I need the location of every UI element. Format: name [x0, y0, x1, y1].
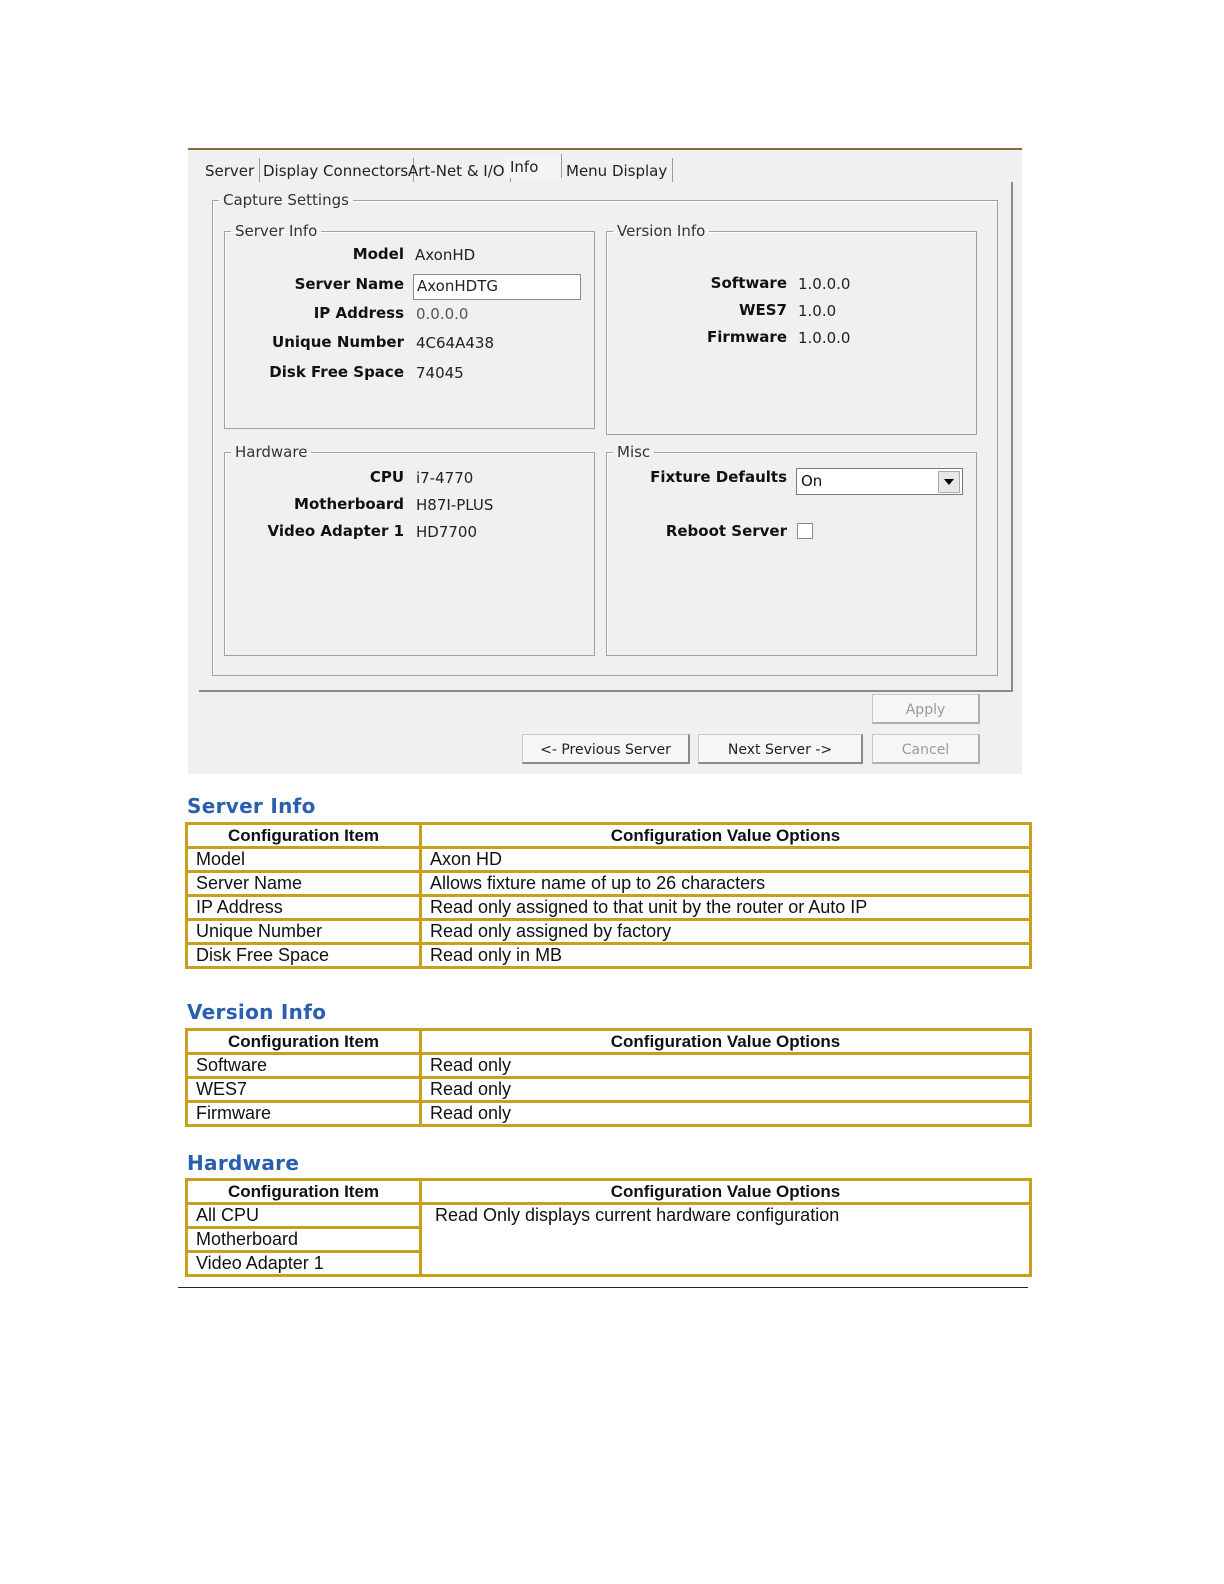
video-adapter-label: Video Adapter 1: [267, 522, 404, 540]
table-cell: All CPU: [187, 1204, 421, 1228]
tab-display-connectors[interactable]: Display Connectors: [258, 158, 414, 182]
column-header-options: Configuration Value Options: [421, 1030, 1031, 1054]
table-cell: Read Only displays current hardware configuration: [421, 1204, 1031, 1276]
table-row: [187, 1078, 1031, 1102]
tab-info[interactable]: Info: [505, 154, 562, 178]
motherboard-value: H87I-PLUS: [416, 496, 494, 514]
ip-address-value: 0.0.0.0: [416, 305, 469, 323]
table-cell: Motherboard: [187, 1228, 421, 1252]
table-cell: Read only: [421, 1102, 1031, 1126]
ip-address-label: IP Address: [313, 304, 404, 322]
fixture-defaults-select[interactable]: [796, 468, 963, 495]
table-header-row: [187, 824, 1031, 848]
table-row: [187, 944, 1031, 968]
table-cell: Read only assigned to that unit by the router or Auto IP: [421, 896, 1031, 920]
version-info-legend: Version Info: [617, 222, 706, 240]
table-cell: IP Address: [187, 896, 421, 920]
table-row: [187, 872, 1031, 896]
cpu-value: i7-4770: [416, 469, 474, 487]
unique-number-label: Unique Number: [272, 333, 404, 351]
table-cell: Read only: [421, 1078, 1031, 1102]
table-cell: Allows fixture name of up to 26 characters: [421, 872, 1031, 896]
wes7-value: 1.0.0: [798, 302, 837, 320]
disk-free-space-label: Disk Free Space: [269, 363, 404, 381]
tab-menu-display[interactable]: Menu Display: [561, 158, 673, 182]
table-cell: Read only in MB: [421, 944, 1031, 968]
column-header-options: Configuration Value Options: [421, 824, 1031, 848]
software-label: Software: [710, 274, 787, 292]
video-adapter-value: HD7700: [416, 523, 478, 541]
column-header-item: Configuration Item: [187, 1030, 421, 1054]
next-server-button[interactable]: Next Server ->: [698, 734, 863, 764]
model-value: AxonHD: [415, 246, 476, 264]
fixture-defaults-value: On: [801, 472, 823, 490]
cpu-label: CPU: [369, 468, 404, 486]
tab-art-net-io[interactable]: Art-Net & I/O: [403, 158, 511, 182]
table-row: [187, 1102, 1031, 1126]
disk-free-space-value: 74045: [416, 364, 464, 382]
reboot-server-label: Reboot Server: [665, 522, 787, 540]
apply-button[interactable]: Apply: [872, 694, 980, 724]
misc-legend: Misc: [617, 443, 651, 461]
server-info-legend: Server Info: [235, 222, 318, 240]
server-info-group: [224, 222, 595, 429]
firmware-value: 1.0.0.0: [798, 329, 851, 347]
table-cell: Read only assigned by factory: [421, 920, 1031, 944]
model-label: Model: [352, 245, 404, 263]
table-row: [187, 1204, 1031, 1228]
table-cell: Axon HD: [421, 848, 1031, 872]
version-info-group: [606, 222, 977, 435]
server-config-dialog: [188, 148, 1022, 774]
table-header-row: [187, 1030, 1031, 1054]
table-cell: Server Name: [187, 872, 421, 896]
table-cell: WES7: [187, 1078, 421, 1102]
server-info-table: [185, 822, 1032, 969]
column-header-options: Configuration Value Options: [421, 1180, 1031, 1204]
firmware-label: Firmware: [707, 328, 787, 346]
unique-number-value: 4C64A438: [416, 334, 494, 352]
table-row: [187, 920, 1031, 944]
server-info-heading: Server Info: [187, 794, 316, 818]
motherboard-label: Motherboard: [294, 495, 404, 513]
wes7-label: WES7: [738, 301, 787, 319]
reboot-server-checkbox[interactable]: [797, 523, 813, 539]
hardware-table: [185, 1178, 1032, 1277]
fixture-defaults-label: Fixture Defaults: [650, 468, 787, 486]
hardware-legend: Hardware: [235, 443, 308, 461]
server-name-label: Server Name: [294, 275, 404, 293]
column-header-item: Configuration Item: [187, 824, 421, 848]
page-rule: [178, 1287, 1028, 1288]
table-cell: Model: [187, 848, 421, 872]
table-row: [187, 1054, 1031, 1078]
server-name-input[interactable]: AxonHDTG: [413, 274, 581, 300]
table-cell: Disk Free Space: [187, 944, 421, 968]
hardware-group: [224, 443, 595, 656]
capture-settings-legend: Capture Settings: [223, 191, 349, 209]
hardware-heading: Hardware: [187, 1151, 300, 1175]
column-header-item: Configuration Item: [187, 1180, 421, 1204]
table-cell: Firmware: [187, 1102, 421, 1126]
dialog-top-border: [188, 148, 1022, 150]
table-cell: Software: [187, 1054, 421, 1078]
table-cell: Video Adapter 1: [187, 1252, 421, 1276]
table-row: [187, 848, 1031, 872]
table-row: [187, 896, 1031, 920]
tab-server[interactable]: Server: [200, 158, 260, 182]
previous-server-button[interactable]: <- Previous Server: [522, 734, 690, 764]
version-info-heading: Version Info: [187, 1000, 327, 1024]
chevron-down-icon[interactable]: [938, 471, 960, 493]
software-value: 1.0.0.0: [798, 275, 851, 293]
cancel-button[interactable]: Cancel: [872, 734, 980, 764]
table-header-row: [187, 1180, 1031, 1204]
table-cell: Unique Number: [187, 920, 421, 944]
version-info-table: [185, 1028, 1032, 1127]
table-cell: Read only: [421, 1054, 1031, 1078]
